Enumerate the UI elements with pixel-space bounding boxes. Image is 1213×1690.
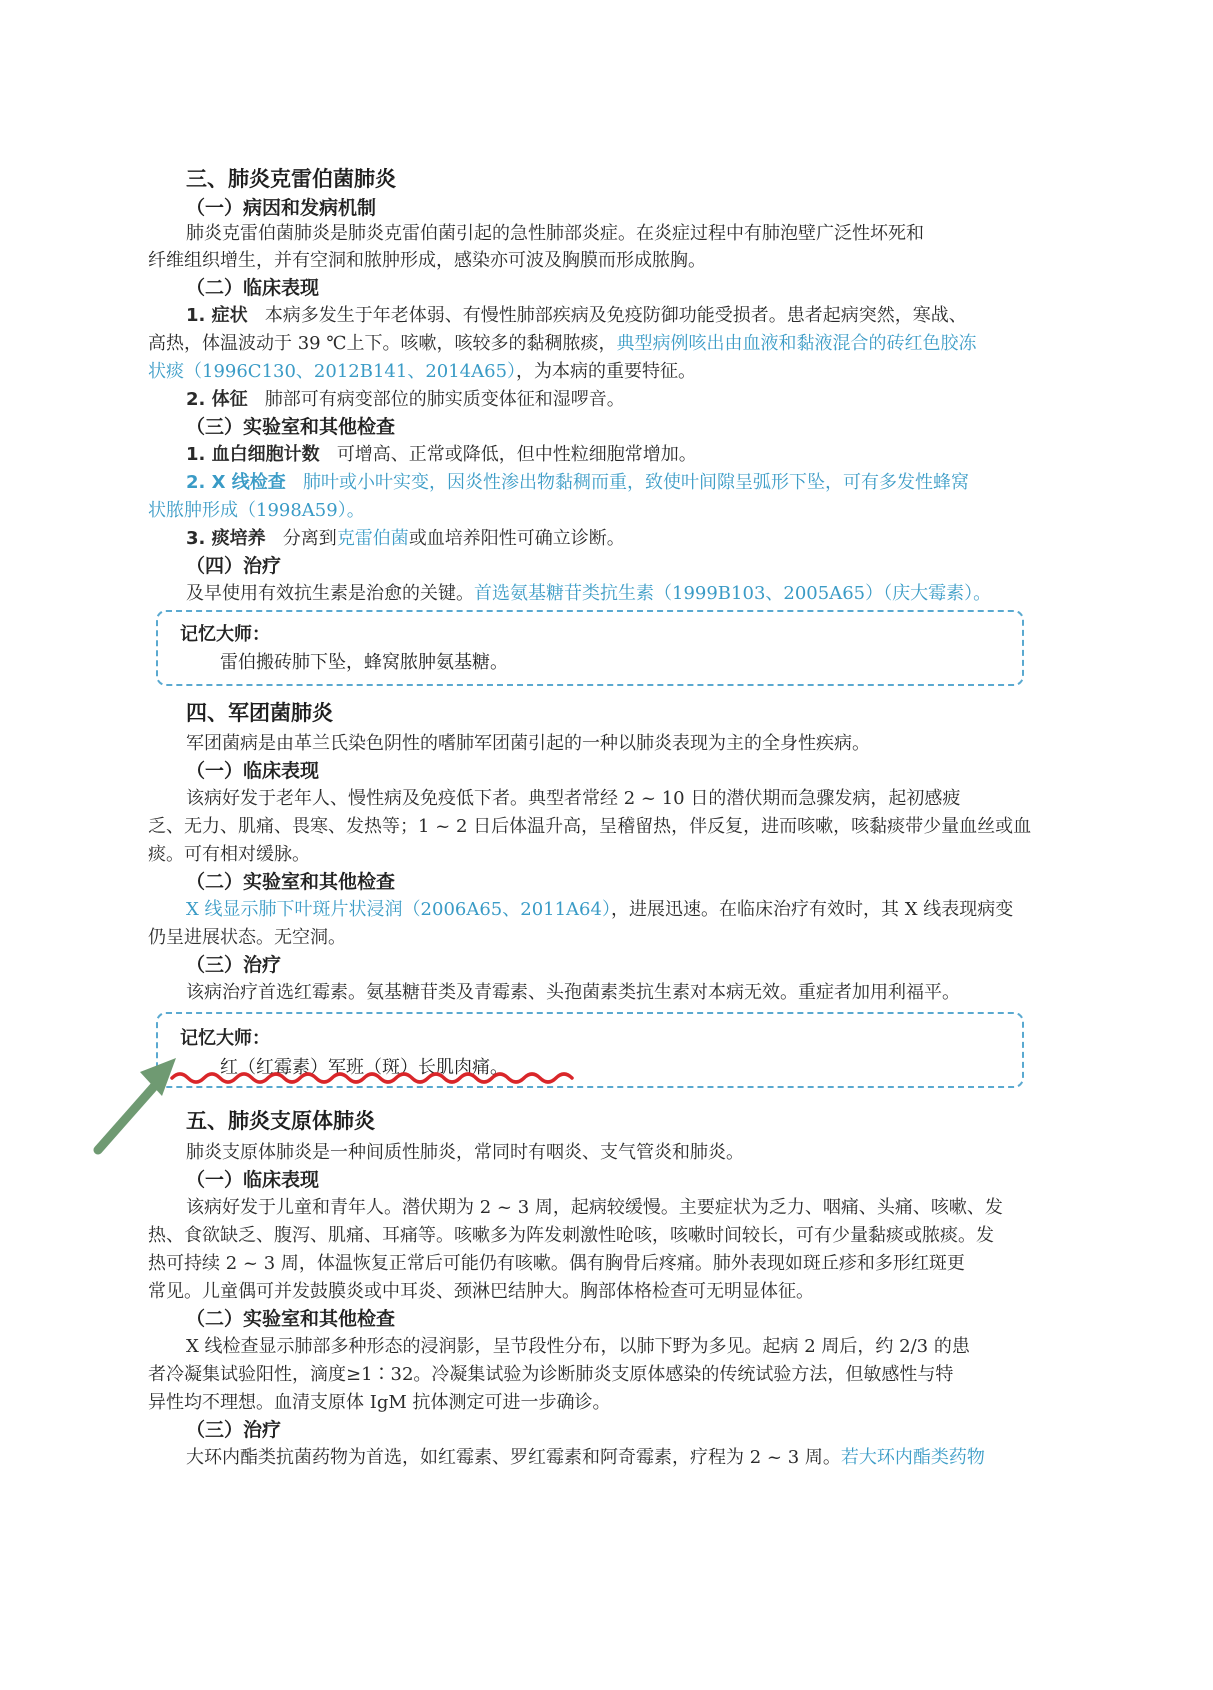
text-run: 大环内酯类抗菌药物为首选，如红霉素、罗红霉素和阿奇霉素，疗程为 2 ~ 3 周。 <box>186 1447 841 1468</box>
text-run: 或血培养阳性可确立诊断。 <box>408 528 625 549</box>
item-label: 2. X 线检查 <box>186 472 286 493</box>
text-run: ，为本病的重要特征。 <box>516 361 697 382</box>
paragraph-line: 热、食欲缺乏、腹泻、肌痛、耳痛等。咳嗽多为阵发刺激性呛咳，咳嗽时间较长，可有少量黏痰或脓痰。发 <box>148 1225 994 1246</box>
memo-text: 红（红霉素）军班（斑）长肌肉痛。 <box>220 1057 508 1078</box>
memo-title: 记忆大师： <box>180 624 270 645</box>
subsection-title: （二）实验室和其他检查 <box>186 871 396 893</box>
subsection-title: （二）临床表现 <box>186 277 320 299</box>
paragraph-line: 异性均不理想。血清支原体 IgM 抗体测定可进一步确诊。 <box>148 1392 611 1413</box>
text-run: 分离到 <box>282 528 337 549</box>
paragraph-line: 热可持续 2 ~ 3 周，体温恢复正常后可能仍有咳嗽。偶有胸骨后疼痛。肺外表现如斑丘疹和多形红斑更 <box>148 1253 965 1274</box>
wavy-underline <box>172 1074 572 1082</box>
highlighted-text: X 线显示肺下叶斑片状浸润（2006A65、2011A64） <box>186 899 611 920</box>
paragraph-line: 常见。儿童偶可并发鼓膜炎或中耳炎、颈淋巴结肿大。胸部体格检查可无明显体征。 <box>148 1281 814 1302</box>
memo-title: 记忆大师： <box>180 1028 270 1049</box>
subsection-title: （三）治疗 <box>186 1419 282 1441</box>
section-title: 五、肺炎支原体肺炎 <box>186 1109 375 1133</box>
highlighted-text: 状痰（1996C130、2012B141、2014A65） <box>148 361 517 382</box>
text-run: 本病多发生于年老体弱、有慢性肺部疾病及免疫防御功能受损者。患者起病突然，寒战、 <box>264 305 967 326</box>
subsection-title: （一）临床表现 <box>186 1169 320 1191</box>
subsection-title: （三）治疗 <box>186 954 282 976</box>
subsection-title: （一）临床表现 <box>186 760 320 782</box>
paragraph-line: 仍呈进展状态。无空洞。 <box>148 927 346 948</box>
section-title: 三、肺炎克雷伯菌肺炎 <box>186 167 396 191</box>
highlighted-text: 首选氨基糖苷类抗生素（1999B103、2005A65）（庆大霉素）。 <box>474 583 992 604</box>
arrow-annotation <box>98 1058 176 1150</box>
paragraph-line: 该病好发于儿童和青年人。潜伏期为 2 ~ 3 周，起病较缓慢。主要症状为乏力、咽痛、头痛、咳嗽、发 <box>186 1197 1003 1218</box>
paragraph-line: 该病好发于老年人、慢性病及免疫低下者。典型者常经 2 ~ 10 日的潜伏期而急骤发病，起初感疲 <box>186 788 961 809</box>
highlighted-text: 若大环内酯类药物 <box>840 1447 985 1468</box>
text-run: 肺部可有病变部位的肺实质变体征和湿啰音。 <box>264 389 625 410</box>
text-run: 高热，体温波动于 39 ℃上下。咳嗽，咳较多的黏稠脓痰， <box>148 333 617 354</box>
section-title: 四、军团菌肺炎 <box>186 701 333 725</box>
subsection-title: （三）实验室和其他检查 <box>186 416 396 438</box>
item-label: 1. 血白细胞计数 <box>186 444 320 465</box>
paragraph-line: 军团菌病是由革兰氏染色阴性的嗜肺军团菌引起的一种以肺炎表现为主的全身性疾病。 <box>186 733 870 754</box>
memo-text: 雷伯搬砖肺下坠，蜂窝脓肿氨基糖。 <box>220 652 508 673</box>
highlighted-text: 肺叶或小叶实变，因炎性渗出物黏稠而重，致使叶间隙呈弧形下坠，可有多发性蜂窝 <box>302 472 969 493</box>
item-label: 3. 痰培养 <box>186 528 266 549</box>
text-run: ，进展迅速。在临床治疗有效时，其 X 线表现病变 <box>610 899 1014 920</box>
paragraph-line: 乏、无力、肌痛、畏寒、发热等；1 ~ 2 日后体温升高，呈稽留热，伴反复，进而咳嗽，咳黏痰带少量血丝或血 <box>148 816 1032 837</box>
subsection-title: （二）实验室和其他检查 <box>186 1308 396 1330</box>
paragraph-line: X 线检查显示肺部多种形态的浸润影，呈节段性分布，以肺下野为多见。起病 2 周后，约 2/3 的患 <box>186 1336 970 1357</box>
item-label: 2. 体征 <box>186 389 248 410</box>
highlighted-text: 典型病例咳出由血液和黏液混合的砖红色胶冻 <box>616 333 977 354</box>
paragraph-line: 状脓肿形成（1998A59）。 <box>148 500 365 521</box>
subsection-title: （一）病因和发病机制 <box>186 197 377 219</box>
item-label: 1. 症状 <box>186 305 248 326</box>
paragraph-line: 该病治疗首选红霉素。氨基糖苷类及青霉素、头孢菌素类抗生素对本病无效。重症者加用利福平。 <box>186 982 960 1003</box>
paragraph-line: 肺炎支原体肺炎是一种间质性肺炎，常同时有咽炎、支气管炎和肺炎。 <box>186 1142 744 1163</box>
subsection-title: （四）治疗 <box>186 555 282 577</box>
paragraph-line: 肺炎克雷伯菌肺炎是肺炎克雷伯菌引起的急性肺部炎症。在炎症过程中有肺泡壁广泛性坏死和 <box>186 223 924 244</box>
paragraph-line: 者冷凝集试验阳性，滴度≥1∶32。冷凝集试验为诊断肺炎支原体感染的传统试验方法，但敏感性与特 <box>148 1364 954 1385</box>
text-run: 及早使用有效抗生素是治愈的关键。 <box>186 583 474 604</box>
paragraph-line: 痰。可有相对缓脉。 <box>148 844 310 865</box>
text-run: 可增高、正常或降低，但中性粒细胞常增加。 <box>336 444 697 465</box>
highlighted-text: 克雷伯菌 <box>336 528 409 549</box>
paragraph-line: 纤维组织增生，并有空洞和脓肿形成，感染亦可波及胸膜而形成脓胸。 <box>148 250 706 271</box>
